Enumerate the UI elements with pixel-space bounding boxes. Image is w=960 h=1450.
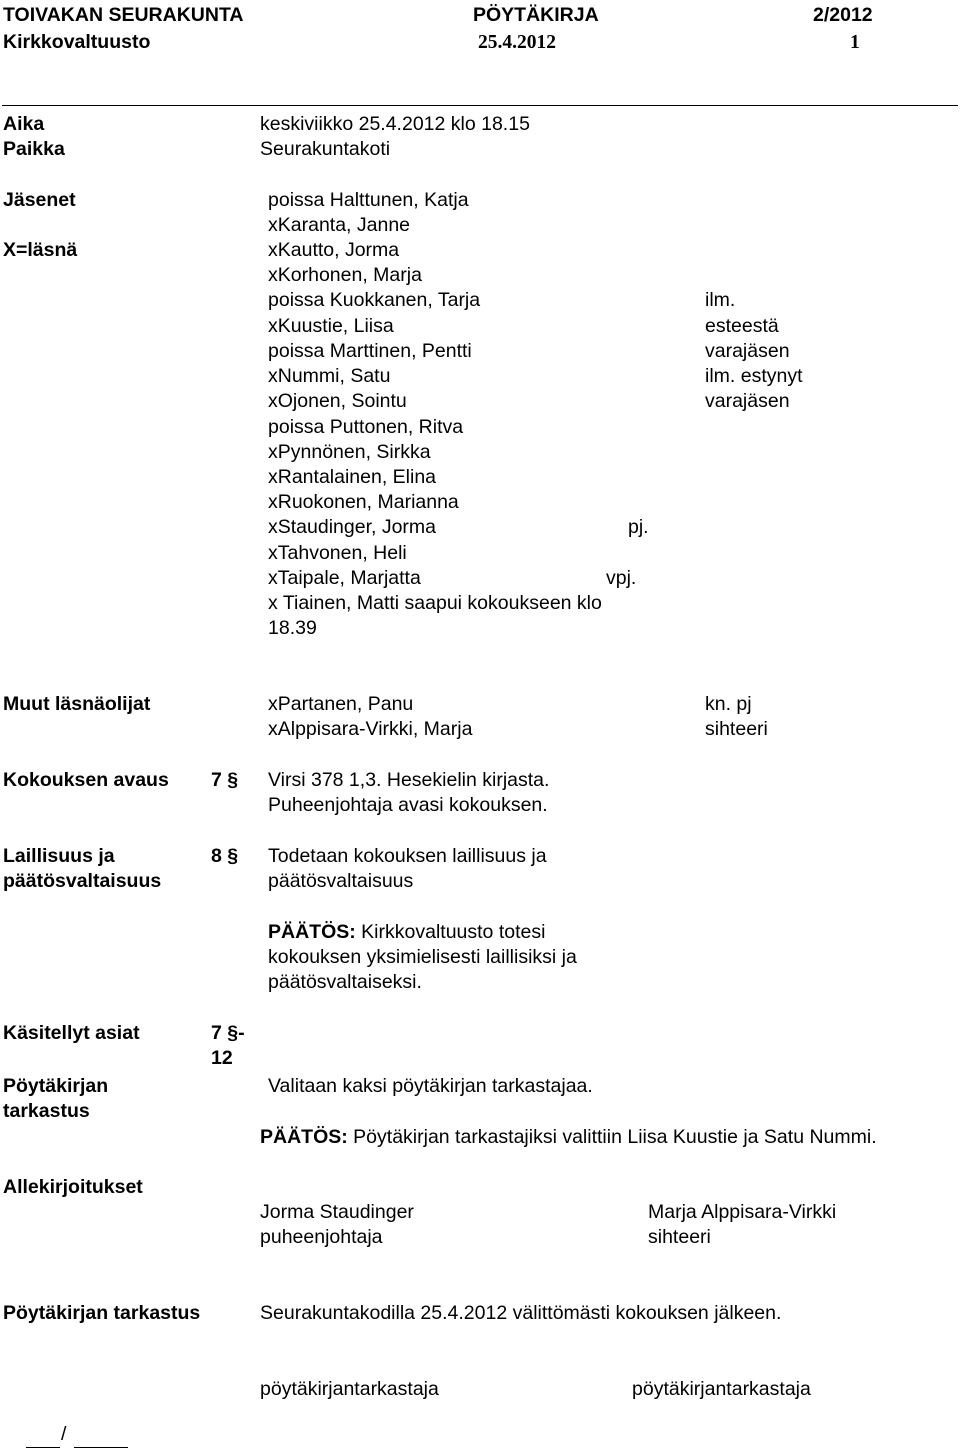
legality-number: 8 §: [211, 845, 239, 867]
opening-label: Kokouksen avaus: [3, 769, 169, 791]
date-blank-month: [74, 1447, 128, 1448]
legality-label: Laillisuus ja: [3, 845, 115, 867]
handled-label: Käsitellyt asiat: [3, 1022, 140, 1044]
legality-decision: PÄÄTÖS: Kirkkovaltuusto totesi: [268, 921, 546, 943]
review-label: Pöytäkirjan: [3, 1075, 109, 1097]
review-decision: PÄÄTÖS: Pöytäkirjan tarkastajiksi valittiin Liisa Kuustie ja Satu Nummi.: [260, 1126, 877, 1148]
place-label: Paikka: [3, 138, 65, 160]
opening-line: Virsi 378 1,3. Hesekielin kirjasta.: [268, 769, 550, 791]
member-item: poissa Halttunen, Katja: [268, 189, 469, 211]
member-item: xRantalainen, Elina: [268, 466, 437, 488]
other-role: sihteeri: [705, 718, 768, 740]
member-note: varajäsen: [705, 390, 790, 412]
member-item: x Tiainen, Matti saapui kokoukseen klo: [268, 592, 602, 614]
signer-name: Marja Alppisara-Virkki: [648, 1201, 837, 1223]
date-slash: /: [61, 1423, 67, 1445]
member-item: xKautto, Jorma: [268, 239, 400, 261]
legality-line: päätösvaltaisuus: [268, 870, 414, 892]
members-label: Jäsenet: [3, 189, 76, 211]
doc-type: PÖYTÄKIRJA: [473, 4, 599, 26]
member-item: xKaranta, Janne: [268, 214, 411, 236]
member-item: 18.39: [268, 617, 317, 639]
review-text: Valitaan kaksi pöytäkirjan tarkastajaa.: [268, 1075, 593, 1097]
member-item: xStaudinger, Jorma: [268, 516, 437, 538]
section-sign-icon: §: [227, 769, 239, 791]
member-item: xTaipale, Marjatta: [268, 567, 421, 589]
member-item: poissa Marttinen, Pentti: [268, 340, 472, 362]
date-blank-day: [26, 1447, 60, 1448]
signer-role: puheenjohtaja: [260, 1226, 383, 1248]
member-item: xRuokonen, Marianna: [268, 491, 459, 513]
legality-decision-line: kokouksen yksimielisesti laillisiksi ja: [268, 946, 577, 968]
handled-range-end: 12: [211, 1047, 233, 1069]
member-note: esteestä: [705, 315, 779, 337]
other-role: kn. pj: [705, 693, 752, 715]
member-item: xNummi, Satu: [268, 365, 391, 387]
legality-line: Todetaan kokouksen laillisuus ja: [268, 845, 547, 867]
doc-number: 2/2012: [813, 4, 873, 26]
council-name: Kirkkovaltuusto: [3, 31, 151, 53]
signer-role: sihteeri: [648, 1226, 711, 1248]
checking-label: Pöytäkirjan tarkastus: [3, 1302, 201, 1324]
member-item: xKorhonen, Marja: [268, 264, 422, 286]
member-item: xKuustie, Liisa: [268, 315, 394, 337]
page-number: 1: [850, 32, 860, 53]
other-attendee: xAlppisara-Virkki, Marja: [268, 718, 473, 740]
decision-label: PÄÄTÖS:: [260, 1126, 348, 1148]
opening-number: 7 §: [211, 769, 239, 791]
org-name: TOIVAKAN SEURAKUNTA: [3, 4, 244, 26]
decision-label: PÄÄTÖS:: [268, 921, 356, 943]
vice-chair-role: vpj.: [606, 567, 637, 589]
handled-range: 7 §-: [211, 1022, 245, 1044]
member-note: varajäsen: [705, 340, 790, 362]
member-item: xPynnönen, Sirkka: [268, 441, 431, 463]
member-item: xTahvonen, Heli: [268, 542, 407, 564]
member-item: xOjonen, Sointu: [268, 390, 407, 412]
member-item: poissa Puttonen, Ritva: [268, 416, 464, 438]
header-rule: [2, 105, 958, 106]
section-sign-icon: §: [227, 845, 239, 867]
others-label: Muut läsnäolijat: [3, 693, 151, 715]
place-value: Seurakuntakoti: [260, 138, 391, 160]
member-note: ilm. estynyt: [705, 365, 803, 387]
legality-label: päätösvaltaisuus: [3, 870, 162, 892]
other-attendee: xPartanen, Panu: [268, 693, 414, 715]
review-label: tarkastus: [3, 1100, 90, 1122]
checker-label: pöytäkirjantarkastaja: [260, 1378, 439, 1400]
chair-role: pj.: [628, 516, 649, 538]
checker-label: pöytäkirjantarkastaja: [632, 1378, 811, 1400]
header-date: 25.4.2012: [478, 32, 556, 53]
section-sign-icon: §: [227, 1022, 239, 1044]
time-label: Aika: [3, 113, 45, 135]
checking-text: Seurakuntakodilla 25.4.2012 välittömästi kokouksen jälkeen.: [260, 1302, 782, 1324]
member-item: poissa Kuokkanen, Tarja: [268, 289, 481, 311]
signatures-label: Allekirjoitukset: [3, 1176, 143, 1198]
presence-legend: X=läsnä: [3, 239, 78, 261]
legality-decision-line: päätösvaltaiseksi.: [268, 971, 422, 993]
member-note: ilm.: [705, 289, 736, 311]
signer-name: Jorma Staudinger: [260, 1201, 414, 1223]
opening-line: Puheenjohtaja avasi kokouksen.: [268, 794, 548, 816]
time-value: keskiviikko 25.4.2012 klo 18.15: [260, 113, 530, 135]
